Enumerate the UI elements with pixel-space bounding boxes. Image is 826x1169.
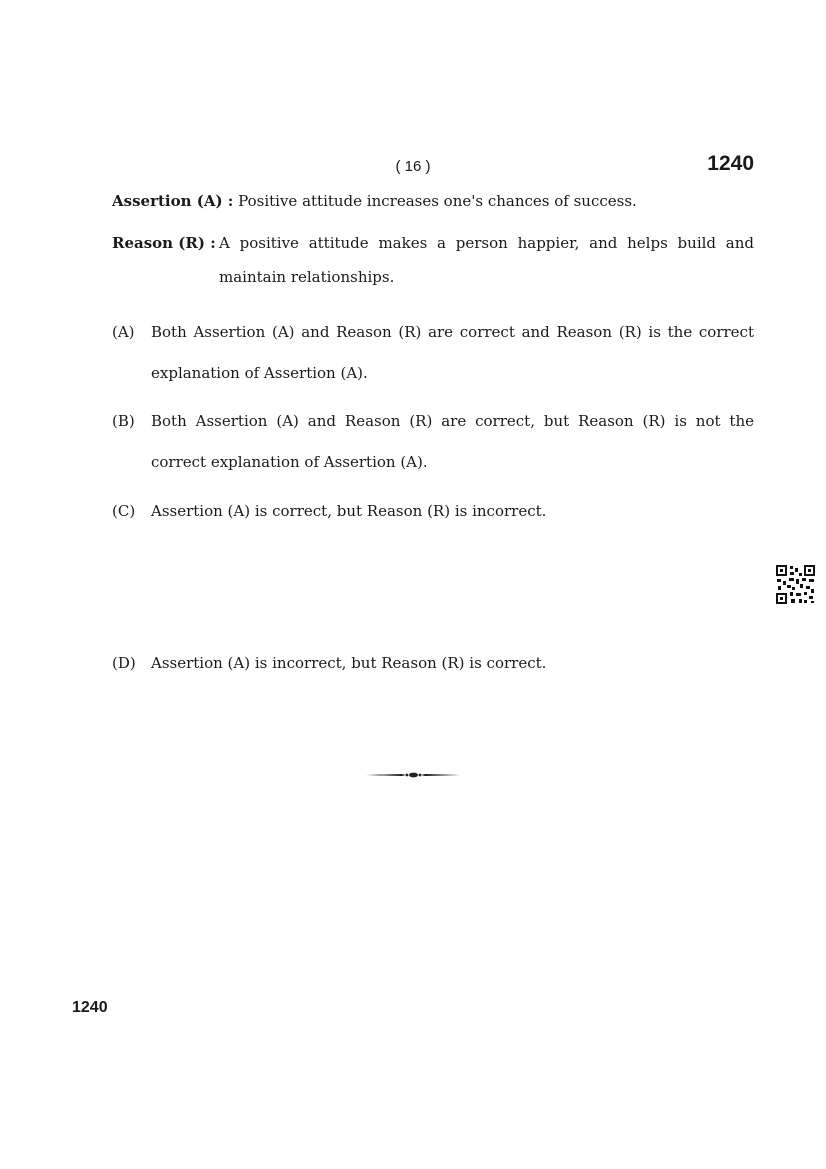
qr-code-icon [776,565,815,604]
assertion-line [112,191,637,211]
option-b-label: (B) [112,412,135,430]
assertion-text: Positive attitude increases one's chances of success. [238,192,637,210]
paper-code-bottom: 1240 [72,999,108,1016]
option-d-label: (D) [112,654,136,672]
reason-text-line2: maintain relationships. [219,268,395,286]
assertion-label: Assertion (A) : [112,192,234,210]
option-c-text: Assertion (A) is correct, but Reason (R) is incorrect. [151,502,547,520]
paper-code-top: 1240 [707,152,754,175]
option-c-label: (C) [112,502,136,520]
option-a-text-line1: Both Assertion (A) and Reason (R) are correct and Reason (R) is the correct [151,323,754,341]
reason-text-line1: A positive attitude makes a person happier, and helps build and [219,234,754,252]
page-number: ( 16 ) [395,158,431,175]
end-ornament-icon [366,768,461,782]
option-b-text-line2: correct explanation of Assertion (A). [151,453,428,471]
option-b-text-line1: Both Assertion (A) and Reason (R) are correct, but Reason (R) is not the [151,412,754,430]
option-a-label: (A) [112,323,135,341]
reason-label: Reason (R) : [112,234,216,252]
option-a-text-line2: explanation of Assertion (A). [151,364,368,382]
option-d-text: Assertion (A) is incorrect, but Reason (R) is correct. [151,654,547,672]
